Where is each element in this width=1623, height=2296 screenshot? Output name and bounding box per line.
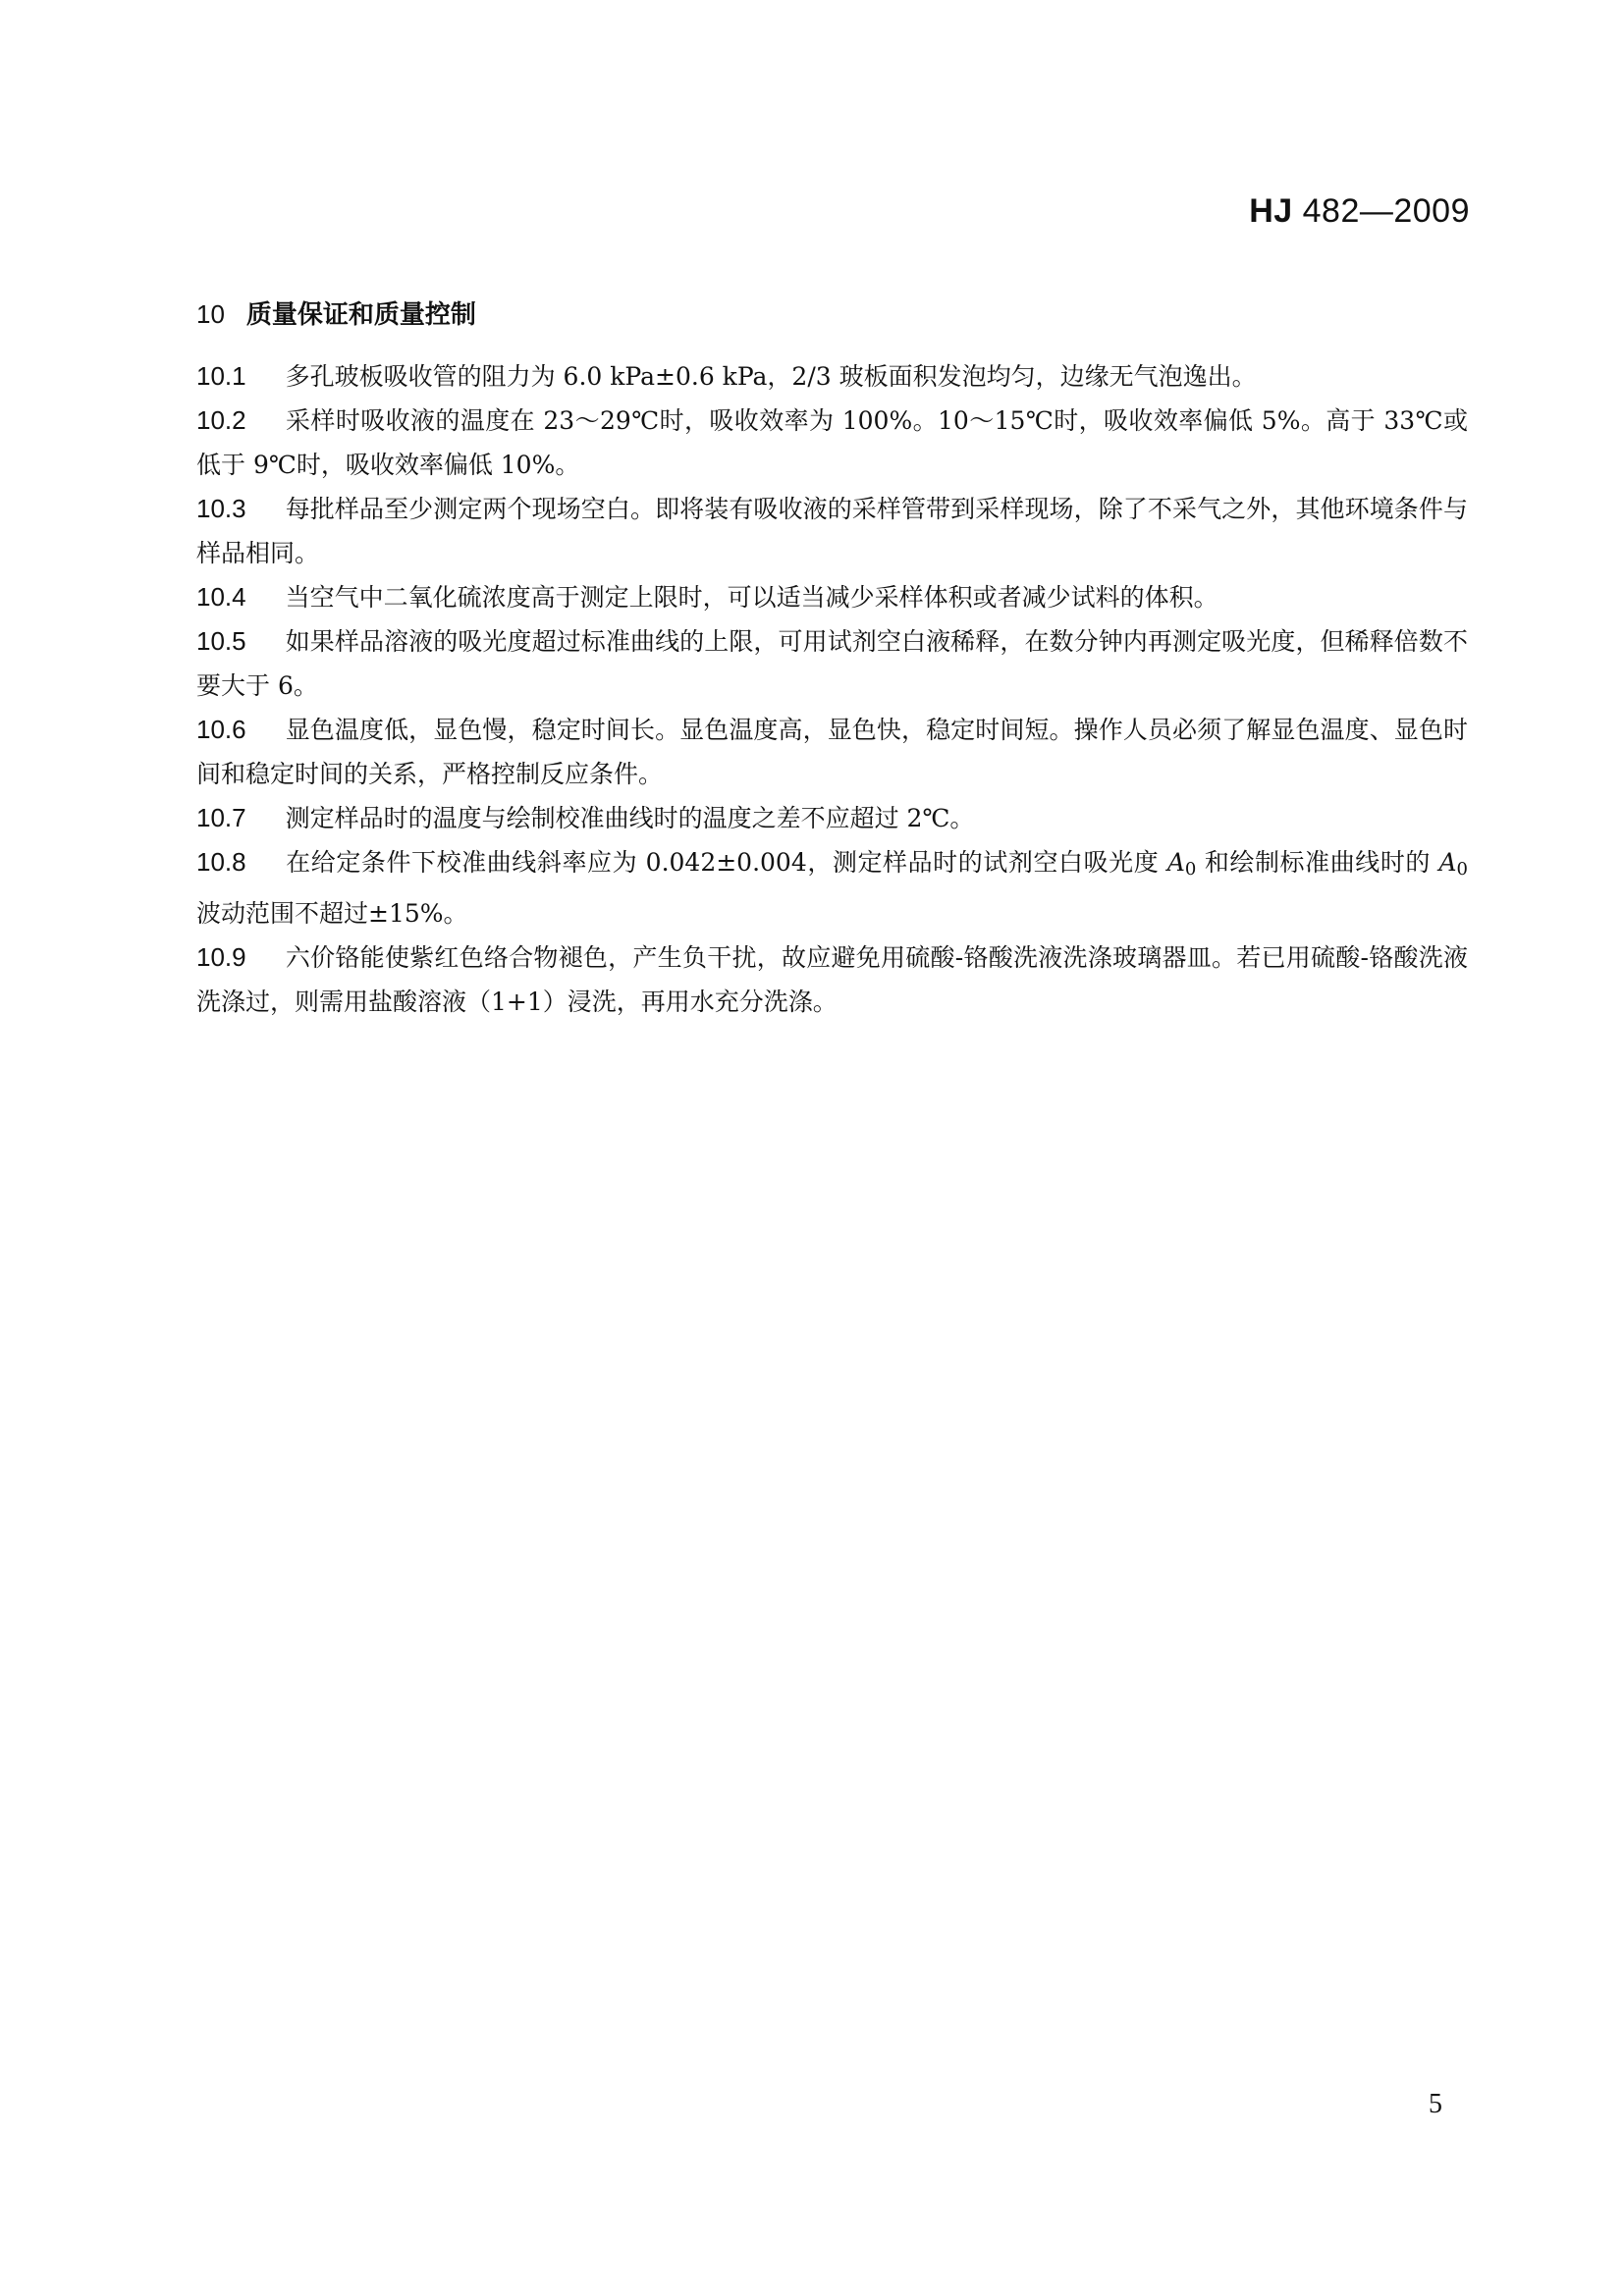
clause-10-1 xyxy=(196,354,1468,399)
clause-text-part-b: 和绘制标准曲线时的 xyxy=(1196,848,1439,877)
clause-text: 如果样品溶液的吸光度超过标准曲线的上限，可用试剂空白液稀释，在数分钟内再测定吸光度，但稀释倍数不要大于 6。 xyxy=(196,627,1468,700)
clause-number: 10.6 xyxy=(196,715,246,744)
clause-10-6 xyxy=(196,708,1468,796)
clause-10-2 xyxy=(196,399,1468,487)
clause-text-part-c: 波动范围不超过±15%。 xyxy=(196,899,468,928)
clause-list xyxy=(196,354,1468,1024)
absorbance-subscript: 0 xyxy=(1456,859,1468,880)
clause-number: 10.8 xyxy=(196,847,246,877)
absorbance-symbol: A xyxy=(1438,848,1457,877)
clause-text: 多孔玻板吸收管的阻力为 6.0 kPa±0.6 kPa，2/3 玻板面积发泡均匀，边缘无气泡逸出。 xyxy=(285,362,1257,391)
standard-code xyxy=(1249,192,1470,231)
clause-text: 采样时吸收液的温度在 23～29℃时，吸收效率为 100%。10～15℃时，吸收效率偏低 5%。高于 33℃或低于 9℃时，吸收效率偏低 10%。 xyxy=(196,406,1468,479)
section-number: 10 xyxy=(196,299,225,329)
clause-number: 10.3 xyxy=(196,494,246,523)
standard-code-number: 482—2009 xyxy=(1302,192,1470,230)
clause-text: 当空气中二氧化硫浓度高于测定上限时，可以适当减少采样体积或者减少试料的体积。 xyxy=(285,583,1218,612)
clause-text: 显色温度低，显色慢，稳定时间长。显色温度高，显色快，稳定时间短。操作人员必须了解显色温度、显色时间和稳定时间的关系，严格控制反应条件。 xyxy=(196,716,1468,788)
clause-10-7 xyxy=(196,796,1468,840)
clause-number: 10.5 xyxy=(196,626,246,656)
clause-10-8 xyxy=(196,840,1468,935)
clause-number: 10.4 xyxy=(196,582,246,612)
clause-10-3 xyxy=(196,487,1468,575)
clause-number: 10.2 xyxy=(196,405,246,435)
clause-text: 每批样品至少测定两个现场空白。即将装有吸收液的采样管带到采样现场，除了不采气之外，其他环境条件与样品相同。 xyxy=(196,495,1468,567)
page-number: 5 xyxy=(1429,2089,1442,2119)
clause-number: 10.7 xyxy=(196,803,246,832)
section-title: 质量保证和质量控制 xyxy=(245,300,476,330)
clause-text-part-a: 在给定条件下校准曲线斜率应为 0.042±0.004，测定样品时的试剂空白吸光度 xyxy=(285,848,1167,877)
standard-code-prefix: HJ xyxy=(1249,192,1293,230)
clause-10-4 xyxy=(196,575,1468,619)
clause-10-9 xyxy=(196,935,1468,1024)
clause-number: 10.1 xyxy=(196,361,246,391)
absorbance-symbol: A xyxy=(1166,848,1185,877)
clause-number: 10.9 xyxy=(196,942,246,972)
clause-text: 测定样品时的温度与绘制校准曲线时的温度之差不应超过 2℃。 xyxy=(285,804,975,832)
absorbance-subscript: 0 xyxy=(1184,859,1197,880)
clause-10-5 xyxy=(196,619,1468,708)
clause-text: 六价铬能使紫红色络合物褪色，产生负干扰，故应避免用硫酸-铬酸洗液洗涤玻璃器皿。若已用硫酸-铬酸洗液洗涤过，则需用盐酸溶液（1+1）浸洗，再用水充分洗涤。 xyxy=(196,943,1468,1016)
section-heading xyxy=(196,294,476,331)
